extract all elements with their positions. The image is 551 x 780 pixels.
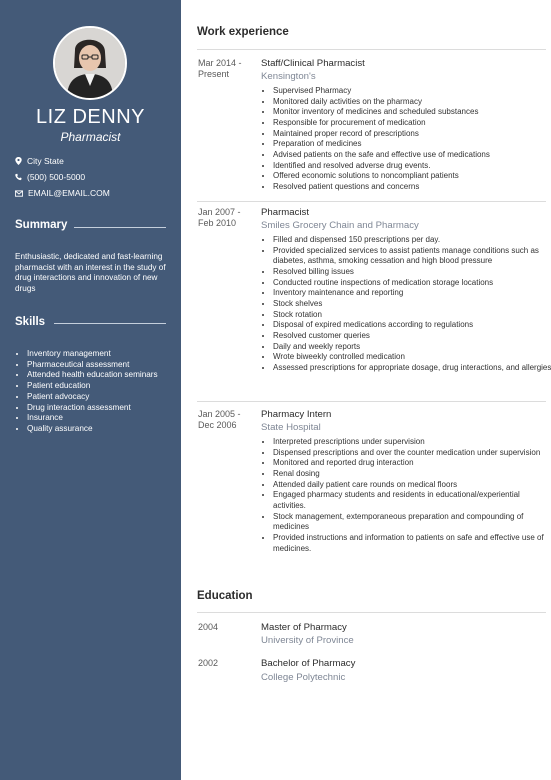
- duty-item: • Stock rotation: [273, 310, 551, 321]
- job-divider: [197, 201, 546, 202]
- skill-item: • Attended health education seminars: [27, 370, 189, 381]
- duty-item: • Resolved customer queries: [273, 331, 551, 342]
- duty-item: • Monitored and reported drug interaction: [273, 458, 551, 469]
- skill-item: • Patient education: [27, 381, 189, 392]
- duty-item: • Provided instructions and information to patients on safe and effective use of medicines.: [273, 533, 551, 554]
- duty-item: • Stock management, extemporaneous preparation and compounding of medicines: [273, 512, 551, 533]
- duty-item: • Wrote biweekly controlled medication: [273, 352, 551, 363]
- job-employer: State Hospital: [261, 422, 321, 433]
- job-duties: [261, 437, 551, 554]
- duty-item: • Assessed prescriptions for appropriate dosage, drug interactions, and allergies: [273, 363, 551, 374]
- phone-icon: [15, 173, 22, 181]
- duty-item: • Monitored daily activities on the pharmacy: [273, 97, 551, 108]
- skill-item: • Inventory management: [27, 349, 189, 360]
- education-school: University of Province: [261, 635, 354, 646]
- skills-list: [15, 349, 189, 435]
- summary-divider: [74, 227, 166, 228]
- duty-item: • Interpreted prescriptions under supervision: [273, 437, 551, 448]
- location-text: City State: [27, 156, 64, 166]
- job-date: Jan 2007 - Feb 2010: [198, 207, 241, 228]
- profile-photo: [55, 28, 125, 98]
- phone-text: (500) 500-5000: [27, 172, 86, 182]
- duty-item: • Filled and dispensed 150 prescriptions per day.: [273, 235, 551, 246]
- duty-item: • Supervised Pharmacy: [273, 86, 551, 97]
- duty-item: • Resolved patient questions and concerns: [273, 182, 551, 193]
- duty-item: • Preparation of medicines: [273, 139, 551, 150]
- contact-location: [15, 156, 64, 166]
- duty-item: • Engaged pharmacy students and residents in educational/experiential activities.: [273, 490, 551, 511]
- skill-item: • Quality assurance: [27, 424, 189, 435]
- skills-divider: [54, 323, 166, 324]
- duty-item: • Attended daily patient care rounds on medical floors: [273, 480, 551, 491]
- skill-item: • Drug interaction assessment: [27, 403, 189, 414]
- job-divider: [197, 401, 546, 402]
- duty-item: • Daily and weekly reports: [273, 342, 551, 353]
- envelope-icon: [15, 190, 23, 197]
- duty-item: • Disposal of expired medications according to regulations: [273, 320, 551, 331]
- location-pin-icon: [15, 157, 22, 165]
- duty-item: • Advised patients on the safe and effective use of medications: [273, 150, 551, 161]
- summary-text: Enthusiastic, dedicated and fast-learning pharmacist with an interest in the study of drug interactions and innovation of new drugs: [15, 252, 166, 293]
- work-experience-heading: Work experience: [197, 26, 289, 38]
- person-name: LIZ DENNY: [36, 106, 145, 128]
- person-title: Pharmacist: [60, 130, 121, 144]
- avatar: [53, 26, 127, 100]
- skills-heading: Skills: [15, 316, 46, 328]
- education-degree: Bachelor of Pharmacy: [261, 658, 356, 669]
- email-text[interactable]: EMAIL@EMAIL.COM: [28, 188, 110, 198]
- job-title: Pharmacist: [261, 207, 309, 218]
- job-title: Staff/Clinical Pharmacist: [261, 58, 365, 69]
- duty-item: • Identified and resolved adverse drug events.: [273, 161, 551, 172]
- job-employer: Kensington's: [261, 71, 316, 82]
- duty-item: • Dispensed prescriptions and over the counter medication under supervision: [273, 448, 551, 459]
- education-school: College Polytechnic: [261, 672, 346, 683]
- summary-heading: Summary: [15, 219, 68, 231]
- education-year: 2002: [198, 658, 219, 668]
- skill-item: • Pharmaceutical assessment: [27, 360, 189, 371]
- work-divider: [197, 49, 546, 50]
- job-duties: [261, 235, 551, 374]
- job-duties: [261, 86, 551, 193]
- education-heading: Education: [197, 590, 253, 602]
- duty-item: • Stock shelves: [273, 299, 551, 310]
- duty-item: • Conducted routine inspections of medication storage locations: [273, 278, 551, 289]
- skill-item: • Insurance: [27, 413, 189, 424]
- job-date: Mar 2014 - Present: [198, 58, 242, 79]
- skill-item: • Patient advocacy: [27, 392, 189, 403]
- duty-item: • Responsible for procurement of medication: [273, 118, 551, 129]
- education-degree: Master of Pharmacy: [261, 622, 347, 633]
- duty-item: • Monitor inventory of medicines and scheduled substances: [273, 107, 551, 118]
- sidebar: [0, 0, 181, 780]
- education-year: 2004: [198, 622, 219, 632]
- duty-item: • Provided specialized services to assist patients manage conditions such as diabetes, asthma, smoking cessation and high blood pressure: [273, 246, 551, 267]
- education-divider: [197, 612, 546, 613]
- duty-item: • Offered economic solutions to noncompliant patients: [273, 171, 551, 182]
- duty-item: • Resolved billing issues: [273, 267, 551, 278]
- contact-phone: [15, 172, 85, 182]
- contact-email[interactable]: [15, 188, 110, 198]
- job-date: Jan 2005 - Dec 2006: [198, 409, 241, 430]
- job-employer: Smiles Grocery Chain and Pharmacy: [261, 220, 419, 231]
- duty-item: • Maintained proper record of prescriptions: [273, 129, 551, 140]
- job-title: Pharmacy Intern: [261, 409, 332, 420]
- duty-item: • Renal dosing: [273, 469, 551, 480]
- duty-item: • Inventory maintenance and reporting: [273, 288, 551, 299]
